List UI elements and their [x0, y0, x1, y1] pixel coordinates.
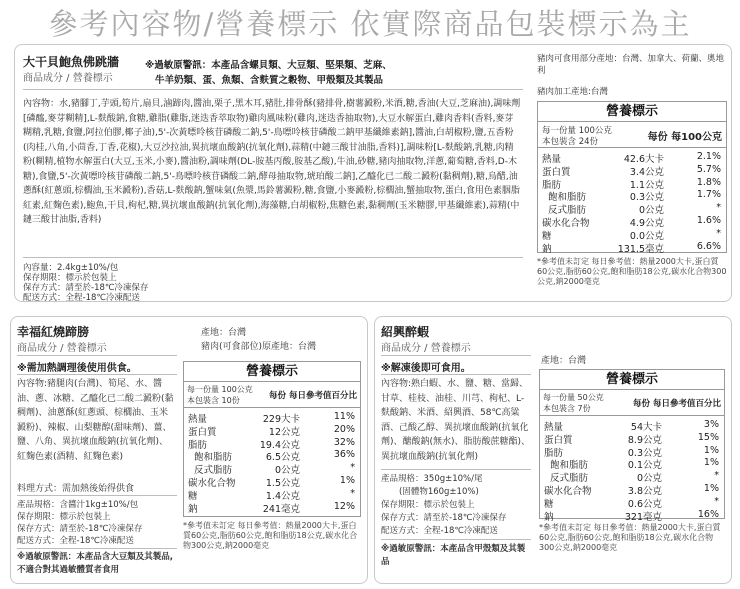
product-card-drunken-shrimp	[374, 316, 732, 584]
nutrient-name: 熱量	[542, 154, 562, 165]
per-header: 每份 每日參考值百分比	[269, 391, 357, 401]
nutrition-rows	[538, 148, 726, 255]
nutrition-table	[183, 361, 361, 517]
nutrient-percent: 1.8%	[696, 176, 721, 188]
nutrient-value: 321毫克	[624, 511, 662, 523]
nutrient-value: 1.4公克	[265, 490, 300, 502]
nutrient-value: 241毫克	[262, 503, 300, 515]
nutrient-value: 229大卡	[262, 414, 300, 425]
nutrient-percent: 15%	[697, 431, 719, 443]
nutrition-row	[540, 445, 724, 458]
serving-size: 每一份量 100公克	[187, 385, 253, 394]
allergen-warning: ※過敏原警訊：本產品含大豆類及其製品,不適合對其過敏體質者食用	[17, 552, 173, 575]
nutrient-name: 碳水化合物	[542, 218, 590, 229]
nutrient-name: 反式脂肪	[188, 465, 233, 477]
nutrition-row	[540, 509, 724, 522]
divider	[381, 469, 531, 470]
nutrient-name: 飽和脂肪	[188, 452, 233, 464]
serving-info	[538, 122, 726, 148]
nutrient-value: 12公克	[268, 426, 300, 438]
nutrient-percent: 5.7%	[696, 163, 721, 175]
serving-size: 每一份量 50公克	[543, 393, 604, 402]
nutrition-table	[537, 101, 727, 253]
nutrient-name: 飽和脂肪	[542, 192, 587, 204]
nutrient-percent: *	[716, 227, 721, 239]
nutrient-value: 131.5毫克	[617, 243, 664, 255]
nutrient-value: 42.6大卡	[623, 154, 664, 165]
spec-line: 產品規格：350g±10%/尾	[381, 474, 483, 484]
nutrition-row	[538, 202, 726, 215]
spec-line: 配送方式：全程-18℃冷凍配送	[381, 526, 498, 536]
serving-size: 每一份量 100公克	[542, 126, 612, 136]
nutrient-name: 糖	[544, 498, 554, 510]
nutrient-value: 0.3公克	[627, 447, 662, 459]
product-card-fotiaoqiang	[14, 44, 732, 302]
nutrition-row	[538, 164, 726, 177]
nutrient-name: 蛋白質	[542, 166, 571, 178]
nutrient-name: 碳水化合物	[188, 478, 236, 489]
reference-note: *參考值未訂定 每日參考值：熱量2000大卡,蛋白質60公克,脂肪60公克,飽和脂肪18公克,碳水化合物300公克,鈉2000毫克	[537, 257, 727, 286]
nutrition-rows	[540, 416, 724, 523]
nutrient-percent: 36%	[333, 449, 355, 461]
nutrient-percent: 32%	[333, 436, 355, 448]
nutrient-value: 54大卡	[630, 422, 662, 433]
nutrient-name: 糖	[188, 490, 198, 502]
nutrient-value: 4.9公克	[629, 218, 664, 229]
servings-per-pack: 本包裝含 7份	[543, 404, 591, 413]
nutrient-name: 鈉	[188, 503, 198, 515]
nutrition-row	[540, 483, 724, 496]
serving-info	[540, 390, 724, 416]
nutrition-row	[538, 151, 726, 164]
product-subtitle: 商品成分 / 營養標示	[23, 73, 113, 84]
cooking-method: 料理方式：需加熱後始得供食	[17, 484, 135, 494]
nutrient-value: 6.5公克	[265, 452, 300, 464]
nutrient-percent: 1%	[339, 475, 355, 486]
banner-title: 參考內容物/營養標示 依實際商品包裝標示為主	[48, 7, 692, 41]
nutrient-name: 鈉	[544, 511, 554, 523]
pork-processing-origin: 豬肉加工產地:台灣	[537, 87, 608, 97]
nutrient-percent: 16%	[697, 508, 719, 520]
nutrition-row	[184, 411, 360, 424]
nutrient-value: 0.1公克	[627, 460, 662, 472]
nutrition-rows	[184, 408, 360, 516]
nutrition-table	[539, 369, 725, 523]
origin: 產地：台灣	[541, 356, 587, 366]
divider	[17, 355, 177, 356]
product-name: 幸福紅燒蹄膀	[17, 325, 90, 339]
nutrition-row	[540, 457, 724, 470]
nutrient-value: 1.5公克	[265, 478, 300, 489]
nutrient-percent: *	[716, 202, 721, 214]
nutrient-percent: 2.1%	[696, 151, 721, 162]
nutrient-name: 蛋白質	[544, 434, 573, 446]
nutrient-percent: 1%	[703, 444, 719, 456]
spec-line: 配送方式：全程-18℃冷凍配送	[23, 293, 140, 302]
per-header: 每份 每100公克	[647, 132, 722, 143]
nutrient-value: 0.6公克	[627, 498, 662, 510]
nutrient-value: 19.4公克	[259, 439, 300, 451]
nutrition-row	[184, 475, 360, 488]
nutrition-row	[540, 470, 724, 483]
nutrient-name: 反式脂肪	[544, 473, 589, 485]
origin: 產地：台灣	[201, 328, 247, 338]
divider	[381, 539, 531, 540]
spec-line: 保存期限：標示於包裝上	[381, 500, 475, 510]
divider	[17, 374, 177, 375]
serving-info	[184, 382, 360, 408]
product-name: 紹興醉蝦	[381, 325, 430, 339]
nutrient-percent: 3%	[703, 419, 719, 430]
nutrient-name: 糖	[542, 230, 552, 242]
nutrition-row	[184, 501, 360, 514]
nutrient-percent: *	[714, 470, 719, 482]
nutrition-row	[184, 424, 360, 437]
nutrient-percent: 20%	[333, 423, 355, 435]
nutrient-name: 飽和脂肪	[544, 460, 589, 472]
servings-per-pack: 本包裝含 10份	[187, 396, 240, 405]
allergen-warning-line1: ※過敏原警訊：本產品含螺貝類、大豆類、堅果類、芝麻、	[145, 60, 392, 71]
nutrient-value: 3.8公克	[627, 486, 662, 497]
nutrient-value: 1.1公克	[629, 179, 664, 191]
allergen-warning-line2: 牛羊奶類、蛋、魚類、含麩質之穀物、甲殼類及其製品	[155, 75, 384, 86]
spec-line: 產品規格：含醬汁1kg±10%/包	[17, 500, 139, 510]
nutrition-row	[538, 241, 726, 254]
nutrient-name: 蛋白質	[188, 426, 217, 438]
thaw-notice: ※解凍後即可食用。	[381, 363, 471, 374]
product-subtitle: 商品成分 / 營養標示	[381, 343, 471, 354]
nutrient-percent: *	[350, 462, 355, 474]
nutrient-value: 0公克	[636, 473, 662, 485]
divider	[381, 355, 531, 356]
spec-line: 保存期限：標示於包裝上	[17, 512, 111, 522]
nutrient-value: 0公克	[274, 465, 300, 477]
spec-line: 內容量：2.4kg±10%/包	[23, 263, 119, 273]
ingredients-text: 內容物：水,豬腳丁,芋頭,筍片,扇貝,滷蹄肉,醬油,栗子,黑木耳,豬肚,排骨酥(豬排骨,樹薯澱粉,米酒,糖,香油(大豆,芝麻油),調味劑[磷醯,麥芽糊精],L-麩酸鈉,食糖,雞脂(雞脂,迷迭香萃取物)雞肉風味粉(雞肉,迷迭香抽取物),大豆水解蛋白,雞肉香料(香料,麥芽糊精,乳糖,食鹽,阿拉伯膠,椰子油),5'-次黃嘌呤核苷磷酸二鈉,5'-鳥嘌呤核苷磷酸二鈉甲基纖維素鈉],醬油,白胡椒粉,鹽,五香粉(肉桂,八角,小茴香,丁香,花椒),大豆沙拉油,異抗壞血酸鈉(抗氧化劑),蒜精(中鏈三酸甘油脂,香料)],調味粉[L-麩酸鈉,乳糖,肉精粉(糊精,植物水解蛋白(大豆,玉米,小麥),醬油粉,調味劑(DL-胺基丙酸,胺基乙酸),牛油,砂糖,豬肉抽取物,洋蔥,葡萄糖,香料,D-木糖),食鹽,5'-次黃嘌呤核苷磷酸二鈉,5'-鳥嘌呤核苷磷酸二鈉,酵母抽取物,琥珀酸二鈉],乙醯化已二酸二澱粉(黏稠劑),糖,烏醋,油蔥酥(紅蔥頭,棕櫚油,玉米澱粉),香菇,L-麩酸鈉,蟹味氣(魚漿,馬鈴薯澱粉,糖,食鹽,小麥澱粉,棕櫚油,蟹抽取物,蛋白,食用色素胭脂紅素,紅麴色素),鮑魚,干貝,枸杞,糖,異抗壞血酸鈉(抗氧化劑),海藻糖,白胡椒粉,焦糖色素,黏稠劑(玉米糖膠,甲基纖維素),蒜精(中鏈三酸甘油脂,香料)	[23, 99, 521, 225]
nutrient-percent: 12%	[333, 500, 355, 512]
nutrition-row	[538, 215, 726, 228]
nutrient-value: 0.3公克	[629, 192, 664, 204]
nutrient-value: 0公克	[638, 205, 664, 217]
nutrition-row	[184, 488, 360, 501]
allergen-warning: ※過敏原警訊：本產品含甲殼類及其製品	[381, 544, 526, 567]
nutrition-title: 營養標示	[184, 362, 360, 382]
nutrient-value: 3.4公克	[629, 166, 664, 178]
divider	[23, 257, 523, 258]
spec-line: (固體物160g±10%)	[399, 487, 479, 497]
nutrient-percent: 11%	[333, 411, 355, 422]
nutrient-percent: 1.7%	[696, 189, 721, 201]
reference-note: *參考值未訂定 每日參考值：熱量2000大卡,蛋白質60公克,脂肪60公克,飽和脂肪18公克,碳水化合物300公克,鈉2000毫克	[539, 523, 721, 552]
nutrient-name: 碳水化合物	[544, 486, 592, 497]
nutrition-row	[538, 177, 726, 190]
nutrient-value: 0.0公克	[629, 230, 664, 242]
nutrition-row	[184, 449, 360, 462]
heat-notice: ※需加熱調理後使用供食。	[17, 363, 137, 374]
divider	[23, 89, 523, 90]
pork-origin: 豬肉可食用部分產地：台灣、加拿大、荷蘭、奧地利	[537, 54, 725, 76]
nutrient-percent: 1.6%	[696, 215, 721, 226]
nutrient-percent: *	[714, 495, 719, 507]
nutrition-row	[184, 437, 360, 450]
divider	[17, 548, 177, 549]
nutrition-title: 營養標示	[540, 370, 724, 390]
nutrition-row	[540, 419, 724, 432]
nutrient-name: 脂肪	[188, 439, 208, 451]
nutrient-percent: 1%	[703, 457, 719, 469]
per-header: 每份 每日參考值百分比	[633, 399, 721, 409]
nutrition-row	[184, 462, 360, 475]
spec-line: 保存方式：請至於-18℃冷凍保存	[17, 524, 143, 534]
nutrition-row	[538, 228, 726, 241]
pork-origin: 豬肉(可食部位)原產地：台灣	[201, 342, 317, 352]
nutrient-value: 8.9公克	[627, 434, 662, 446]
nutrient-name: 鈉	[542, 243, 552, 255]
spec-line: 保存方式：請至於-18℃冷凍保存	[23, 283, 149, 293]
spec-line: 保存期限：標示於包裝上	[23, 273, 117, 283]
product-subtitle: 商品成分 / 營養標示	[17, 343, 107, 354]
nutrition-row	[540, 496, 724, 509]
nutrient-percent: *	[350, 487, 355, 499]
nutrition-row	[538, 189, 726, 202]
product-card-braised-pork	[10, 316, 368, 584]
divider	[381, 374, 531, 375]
spec-line: 保存方式：請至於-18℃冷凍保存	[381, 513, 507, 523]
nutrient-percent: 6.6%	[696, 240, 721, 252]
divider	[17, 495, 177, 496]
ingredients-text: 內容物:豬腿肉(台灣)、筍尾、水、醬油、蔥、冰糖、乙醯化已二酸二澱粉(黏稠劑)、油蔥酥(紅蔥頭、棕櫚油、玉米澱粉)、辣椒、山梨糖醇(甜味劑)、薑、鹽、八角、異抗壞血酸鈉(抗氧化劑)、紅麴色素(酒精、紅麴色素)	[17, 379, 174, 462]
nutrient-name: 反式脂肪	[542, 205, 587, 217]
nutrient-percent: 1%	[703, 483, 719, 494]
product-name: 大干貝鮑魚佛跳牆	[23, 55, 120, 69]
reference-note: *參考值未訂定 每日參考值：熱量2000大卡,蛋白質60公克,脂肪60公克,飽和脂肪18公克,碳水化合物300公克,鈉2000毫克	[183, 521, 358, 550]
nutrient-name: 熱量	[544, 422, 564, 433]
nutrient-name: 脂肪	[542, 179, 562, 191]
nutrient-name: 熱量	[188, 414, 208, 425]
nutrition-row	[540, 432, 724, 445]
ingredients-text: 內容物:熟白蝦、水、鹽、糖、當歸、甘草、桂枝、油桂、川芎、枸杞、L-麩酸鈉、米酒、紹興酒、58℃高粱酒、己酸乙醇、異抗壞血酸鈉(抗氧化劑)、醣酸鈉(無水)、脂肪酸蔗糖酯)、異抗壞血酸鈉(抗氧化劑)	[381, 379, 531, 462]
servings-per-pack: 本包裝含 24份	[542, 137, 599, 147]
spec-line: 配送方式：全程-18℃冷凍配送	[17, 536, 134, 546]
nutrition-title: 營養標示	[538, 102, 726, 122]
nutrient-name: 脂肪	[544, 447, 564, 459]
